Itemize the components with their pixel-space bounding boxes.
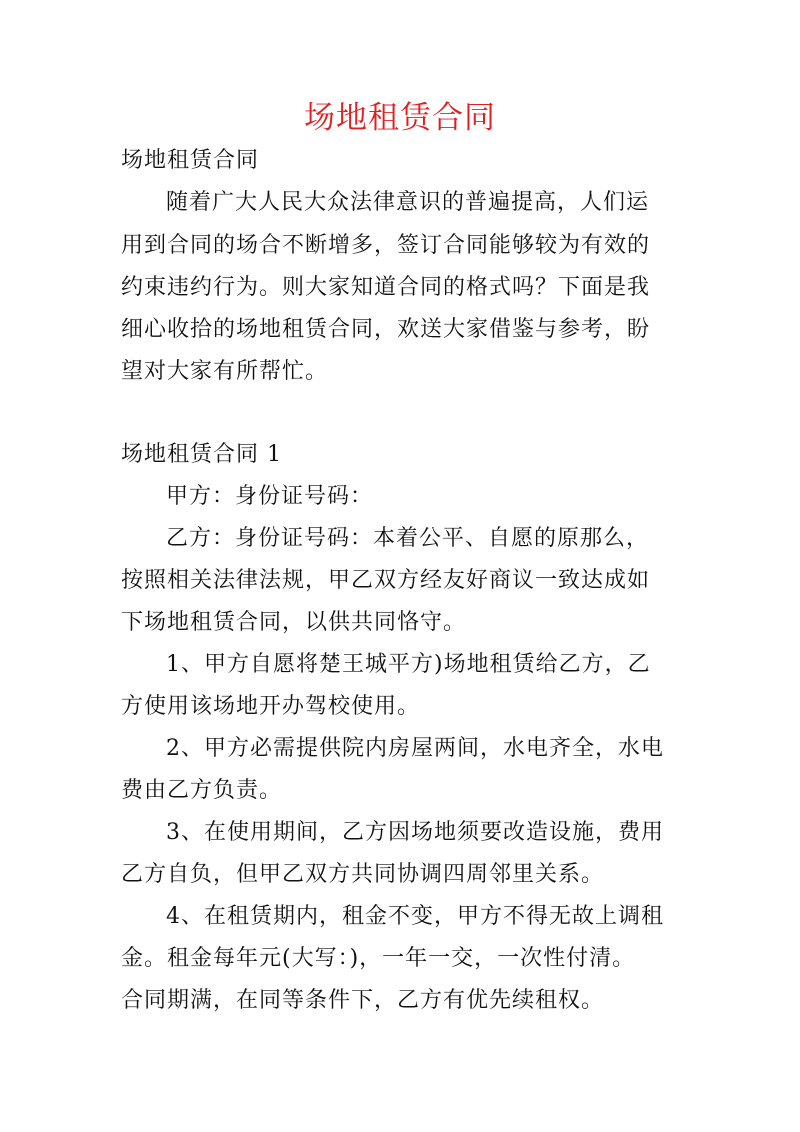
intro-line: 用到合同的场合不断增多，签订合同能够较为有效的	[121, 233, 651, 258]
body-line: 下场地租赁合同，以供共同恪守。	[121, 610, 467, 635]
clause-2-line: 2、甲方必需提供院内房屋两间，水电齐全，水电	[166, 736, 664, 761]
body-line: 按照相关法律法规，甲乙双方经友好商议一致达成如	[121, 568, 651, 593]
intro-line: 细心收拾的场地租赁合同，欢送大家借鉴与参考，盼	[121, 317, 651, 342]
body-line: 甲方：身份证号码：	[166, 484, 374, 509]
clause-3-line: 3、在使用期间，乙方因场地须要改造设施，费用	[166, 820, 664, 845]
intro-line: 约束违约行为。则大家知道合同的格式吗？下面是我	[121, 275, 651, 300]
clause-4-line: 金。租金每年元(大写：)，一年一交，一次性付清。	[121, 946, 636, 971]
document-title: 场地租赁合同	[304, 100, 496, 136]
intro-line: 望对大家有所帮忙。	[121, 359, 329, 384]
body-line: 乙方：身份证号码：本着公平、自愿的原那么，	[166, 526, 650, 551]
clause-4-line: 合同期满，在同等条件下，乙方有优先续租权。	[121, 988, 605, 1013]
intro-line: 随着广大人民大众法律意识的普遍提高，人们运	[166, 190, 650, 215]
section-title: 场地租赁合同 1	[121, 442, 282, 467]
clause-1-line: 1、甲方自愿将楚王城平方)场地租赁给乙方，乙	[166, 652, 651, 677]
clause-1-line: 方使用该场地开办驾校使用。	[121, 694, 421, 719]
clause-2-line: 费由乙方负责。	[121, 778, 283, 803]
clause-3-line: 乙方自负，但甲乙双方共同协调四周邻里关系。	[121, 862, 605, 887]
clause-4-line: 4、在租赁期内，租金不变，甲方不得无故上调租	[166, 904, 664, 929]
document-heading: 场地租赁合同	[121, 148, 260, 173]
